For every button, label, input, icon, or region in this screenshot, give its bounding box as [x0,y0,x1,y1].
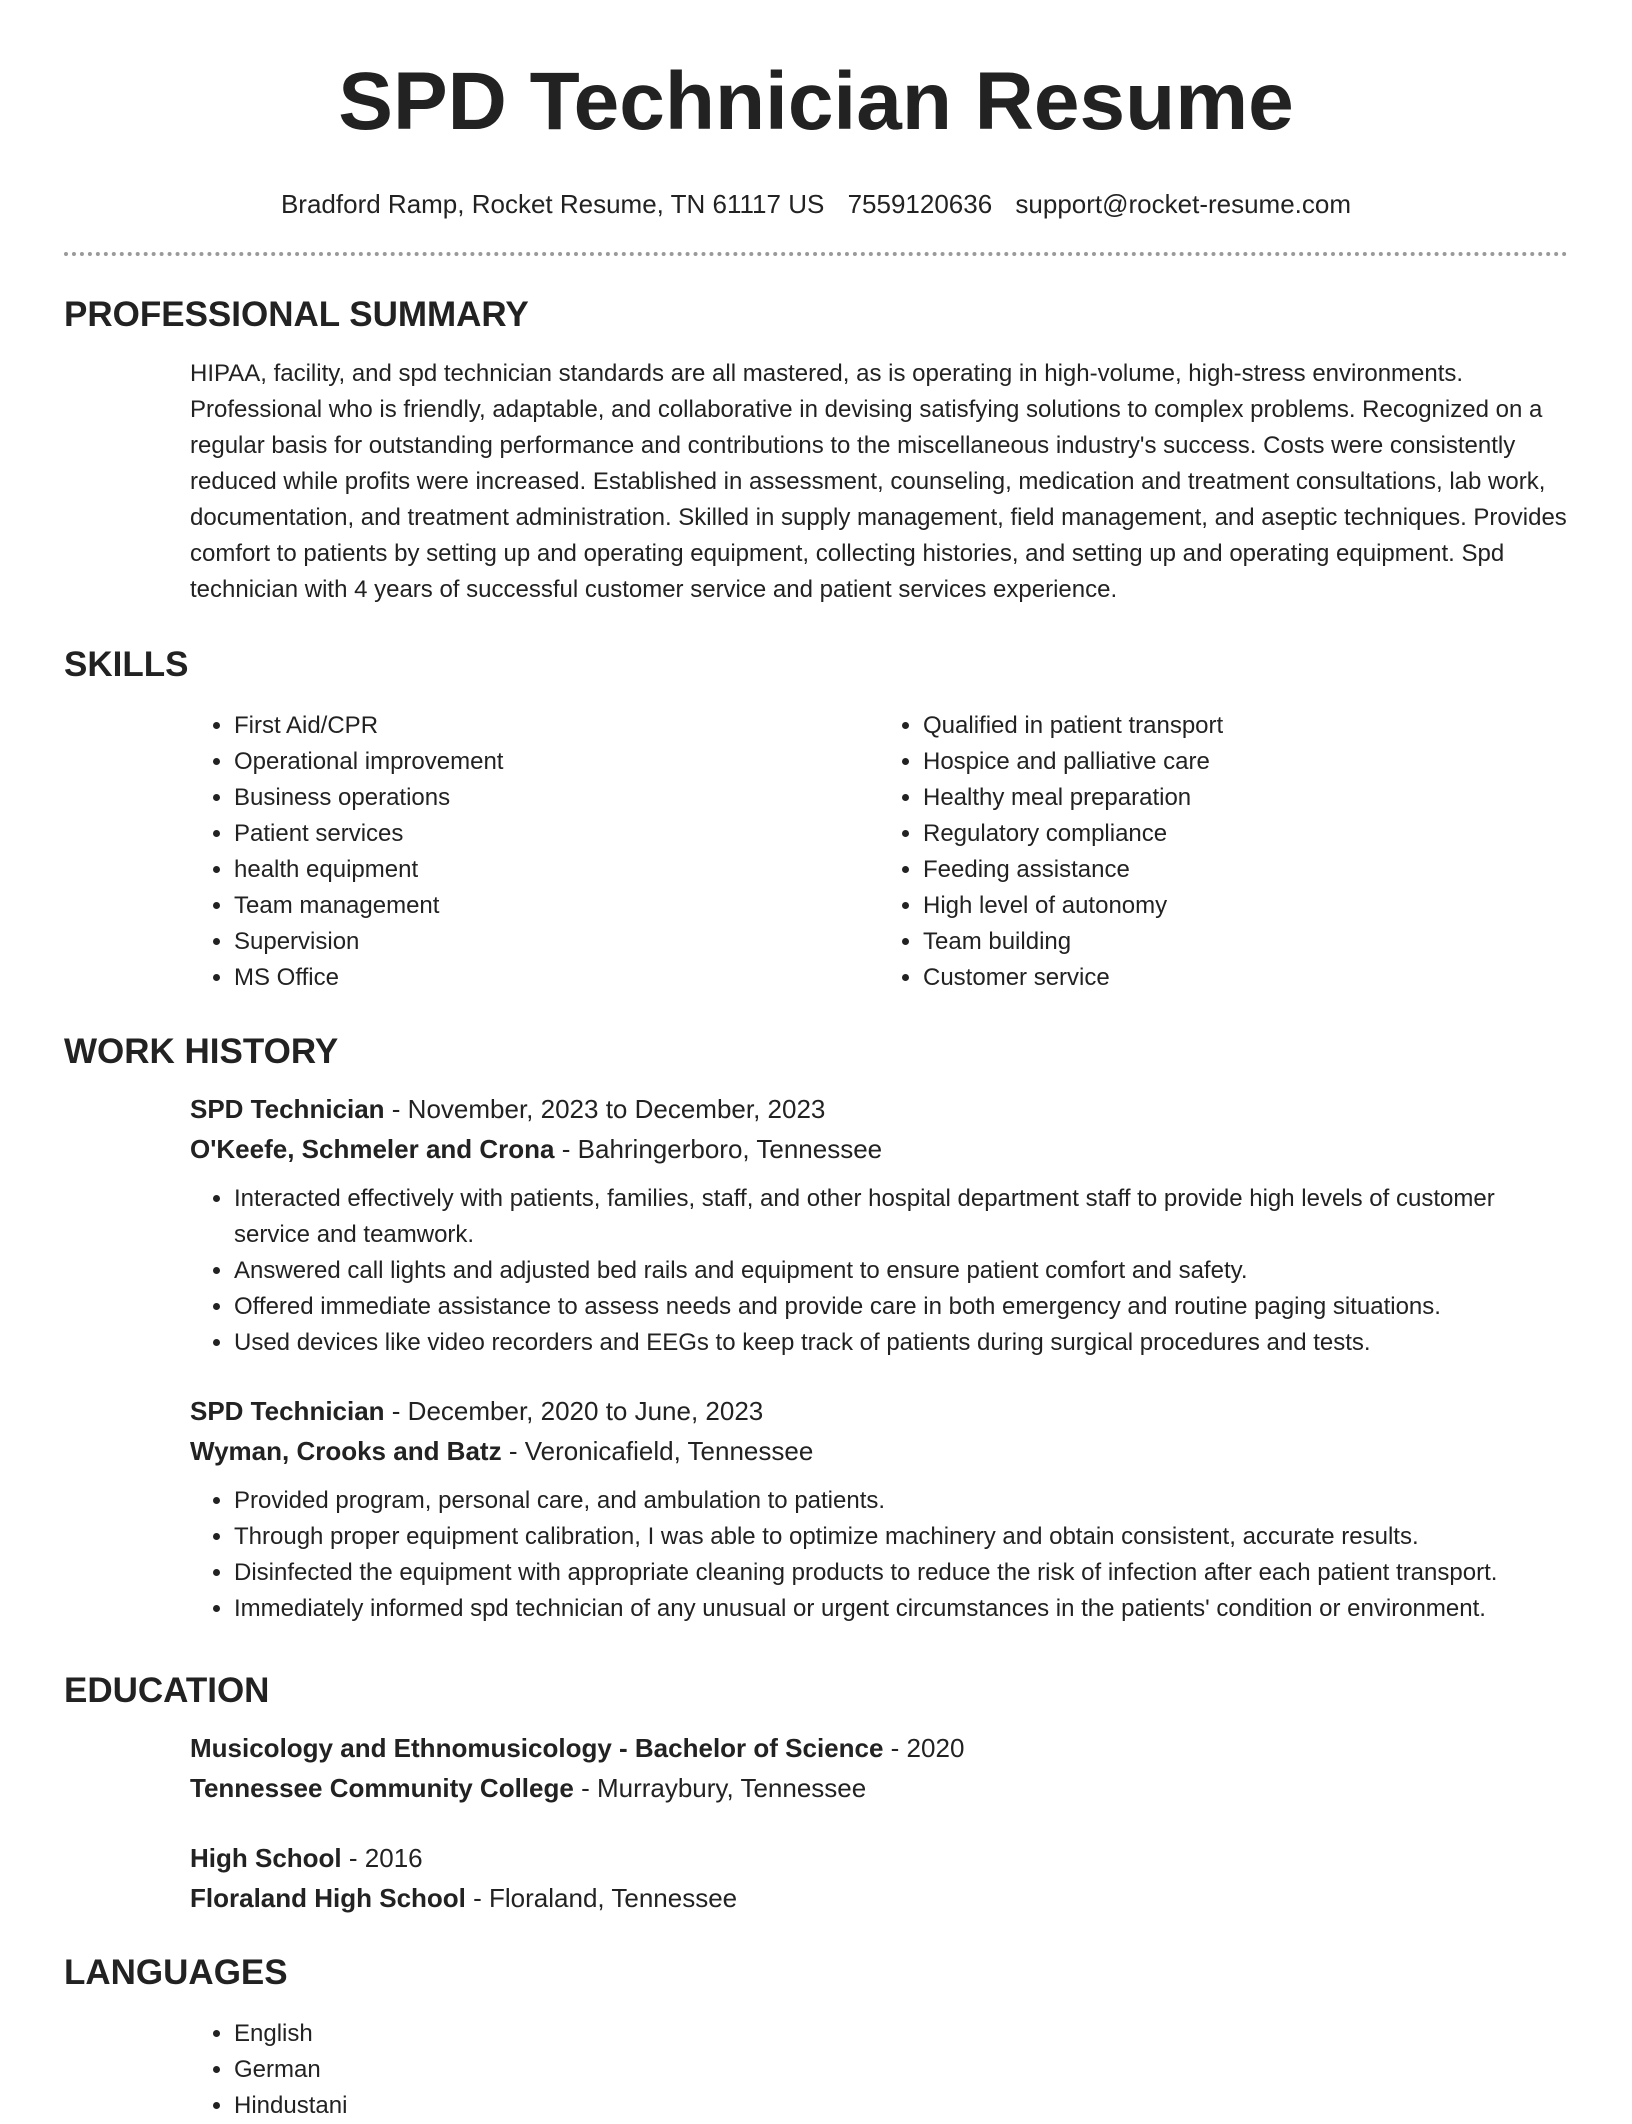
skills-list-right [879,708,1568,996]
job-dates: - December, 2020 to June, 2023 [384,1396,764,1426]
languages-list [190,2016,1568,2124]
contact-email: support@rocket-resume.com [1015,189,1352,219]
job-entry [190,1089,1568,1361]
education-entry [190,1728,1568,1808]
languages-section [64,1952,1568,2124]
skills-list-left [190,708,879,996]
skill-item: • health equipment [234,852,879,888]
language-item: • German [234,2052,1568,2088]
job-bullet: • Provided program, personal care, and ambulation to patients. [234,1483,1568,1519]
job-location: - Bahringerboro, Tennessee [554,1134,883,1164]
education-school-line [190,1768,1568,1808]
skills-section [64,644,1568,996]
skill-item: • Business operations [234,780,879,816]
job-bullet: • Used devices like video recorders and EEGs to keep track of patients during surgical procedures and tests. [234,1325,1568,1361]
job-company: Wyman, Crooks and Batz [190,1436,502,1466]
skill-item: • Patient services [234,816,879,852]
education-degree: High School [190,1843,342,1873]
contact-line [64,188,1568,220]
resume-page [64,0,1568,2119]
job-bullet: • Through proper equipment calibration, I was able to optimize machinery and obtain consistent, accurate results. [234,1519,1568,1555]
skill-item: • First Aid/CPR [234,708,879,744]
summary-text: HIPAA, facility, and spd technician standards are all mastered, as is operating in high-volume, high-stress environments. Professional who is friendly, adaptable, and collaborative in devising satisfying solutions to complex problems. Recognized on a regular basis for outstanding performance and contributions to the miscellaneous industry's success. Costs were consistently reduced while profits were increased. Established in assessment, counseling, medication and treatment consultations, lab work, documentation, and treatment administration. Skilled in supply management, field management, and aseptic techniques. Provides comfort to patients by setting up and operating equipment, collecting histories, and setting up and operating equipment. Spd technician with 4 years of successful customer service and patient services experience. [190,360,1567,603]
education-entry [190,1838,1568,1918]
job-bullet-list [190,1483,1568,1627]
job-bullet: • Answered call lights and adjusted bed rails and equipment to ensure patient comfort and safety. [234,1253,1568,1289]
job-company: O'Keefe, Schmeler and Crona [190,1134,555,1164]
skill-item: • Feeding assistance [923,852,1568,888]
skill-item: • Supervision [234,924,879,960]
skill-item: • Team building [923,924,1568,960]
job-bullet: • Interacted effectively with patients, families, staff, and other hospital department staff to provide high levels of customer service and teamwork. [234,1181,1568,1253]
job-bullet: • Offered immediate assistance to assess needs and provide care in both emergency and routine paging situations. [234,1289,1568,1325]
education-location: - Murraybury, Tennessee [573,1773,867,1803]
skill-item: • Healthy meal preparation [923,780,1568,816]
contact-address: Bradford Ramp, Rocket Resume, TN 61117 US [280,189,825,219]
education-year: - 2020 [883,1733,965,1763]
job-entry [190,1391,1568,1627]
job-title-line [190,1391,1568,1431]
work-section [64,1031,1568,1627]
skill-item: • Team management [234,888,879,924]
job-title: SPD Technician [190,1396,385,1426]
job-dates: - November, 2023 to December, 2023 [384,1094,826,1124]
job-title-line [190,1089,1568,1129]
skills-columns [190,708,1568,996]
languages-heading: LANGUAGES [64,1953,288,1992]
summary-section [64,294,1568,608]
contact-phone: 7559120636 [847,189,993,219]
education-school: Tennessee Community College [190,1773,574,1803]
education-location: - Floraland, Tennessee [465,1883,738,1913]
skill-item: • Qualified in patient transport [923,708,1568,744]
education-school: Floraland High School [190,1883,466,1913]
job-location: - Veronicafield, Tennessee [501,1436,814,1466]
job-bullet: • Immediately informed spd technician of any unusual or urgent circumstances in the patients' condition or environment. [234,1591,1568,1627]
education-degree-line [190,1838,1568,1878]
job-bullet-list [190,1181,1568,1361]
work-heading: WORK HISTORY [64,1032,339,1071]
job-title: SPD Technician [190,1094,385,1124]
skill-item: • High level of autonomy [923,888,1568,924]
job-company-line [190,1129,1568,1169]
job-bullet: • Disinfected the equipment with appropriate cleaning products to reduce the risk of infection after each patient transport. [234,1555,1568,1591]
skills-heading: SKILLS [64,645,189,684]
education-school-line [190,1878,1568,1918]
education-degree-line [190,1728,1568,1768]
education-degree: Musicology and Ethnomusicology - Bachelor of Science [190,1733,884,1763]
education-section [64,1670,1568,1918]
language-item: • Hindustani [234,2088,1568,2124]
skill-item: • Operational improvement [234,744,879,780]
education-year: - 2016 [341,1843,423,1873]
skill-item: • Regulatory compliance [923,816,1568,852]
summary-heading: PROFESSIONAL SUMMARY [64,295,529,334]
skill-item: • MS Office [234,960,879,996]
job-company-line [190,1431,1568,1471]
header-divider [64,252,1568,256]
skill-item: • Customer service [923,960,1568,996]
language-item: • English [234,2016,1568,2052]
page-title: SPD Technician Resume [338,56,1294,147]
education-heading: EDUCATION [64,1671,270,1710]
skill-item: • Hospice and palliative care [923,744,1568,780]
